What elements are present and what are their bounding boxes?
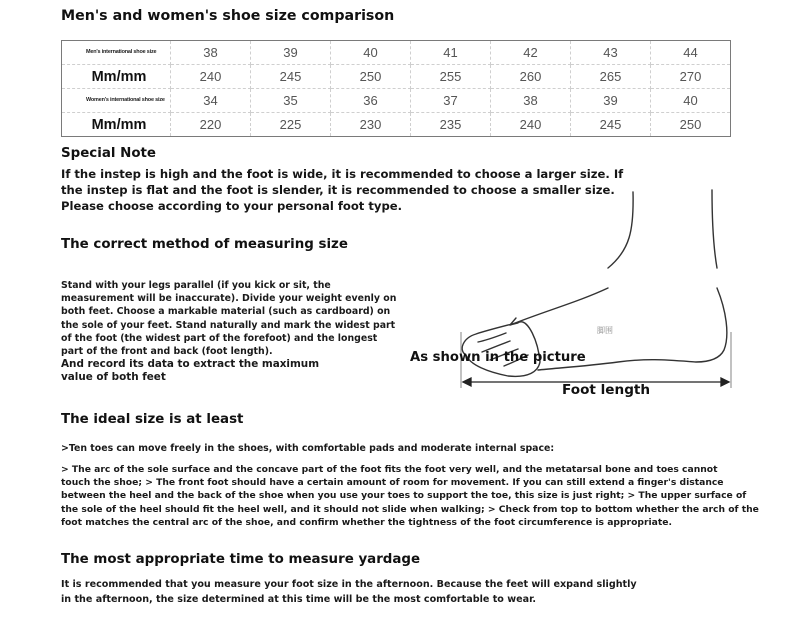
size-cell: 265 <box>571 65 651 89</box>
size-cell: 225 <box>251 113 331 137</box>
size-row-label-cell <box>62 89 171 113</box>
measuring-line: of the foot (the widest part of the forefoot) and the longest <box>61 332 378 344</box>
size-cell: 39 <box>571 89 651 113</box>
size-cell: 39 <box>251 41 331 65</box>
size-cell: 43 <box>571 41 651 65</box>
ideal-size-line: the sole of the heel should fit the heel well, and it should not slide when walking; > Check from top to bottom whether the arch of the <box>61 503 759 515</box>
special-note-line: Please choose according to your personal foot type. <box>61 199 403 213</box>
size-row-label: Men's international shoe size <box>86 49 157 55</box>
size-cell: 250 <box>331 65 411 89</box>
size-row-label-cell <box>62 65 171 89</box>
leg-front-line <box>608 192 633 268</box>
size-cell: 230 <box>331 113 411 137</box>
size-cell: 38 <box>491 89 571 113</box>
best-time-heading: The most appropriate time to measure yardage <box>61 552 421 567</box>
instep-line <box>510 288 608 325</box>
size-cell: 38 <box>171 41 251 65</box>
size-row-label: Mm/mm <box>91 116 147 133</box>
best-time-line: in the afternoon, the size determined at this time will be the most comfortable to wear. <box>61 594 537 605</box>
special-note-heading: Special Note <box>61 146 157 161</box>
measuring-line: the sole of your feet. Stand naturally and mark the widest part <box>61 319 396 331</box>
best-time-line: It is recommended that you measure your foot size in the afternoon. Because the feet will expand slightly <box>61 579 637 590</box>
foot-length-label: Foot length <box>562 382 651 398</box>
measuring-text <box>61 279 406 385</box>
size-cell: 35 <box>251 89 331 113</box>
foot-circumference-label: 脚围 <box>597 326 613 335</box>
measuring-line: Stand with your legs parallel (if you kick or sit, the <box>61 280 331 291</box>
measuring-line: measurement will be inaccurate). Divide your weight evenly on <box>61 293 397 305</box>
as-shown-label: As shown in the picture <box>410 350 586 365</box>
size-row-label: Mm/mm <box>91 68 147 85</box>
size-cell: 41 <box>411 41 491 65</box>
ideal-size-line: foot matches the central arc of the shoe, and confirm whether the tightness of the foot circumference is appropriate. <box>61 516 672 528</box>
size-cell: 40 <box>331 41 411 65</box>
size-cell: 235 <box>411 113 491 137</box>
size-table-row <box>62 113 731 137</box>
size-table-row <box>62 89 731 113</box>
ideal-size-intro: >Ten toes can move freely in the shoes, with comfortable pads and moderate internal space: <box>61 443 555 454</box>
best-time-text <box>61 577 637 607</box>
ideal-size-heading: The ideal size is at least <box>61 412 244 427</box>
measuring-emphasis-line: And record its data to extract the maximum <box>61 358 320 371</box>
arrow-left-head <box>463 378 471 386</box>
size-table-row <box>62 65 731 89</box>
size-cell: 36 <box>331 89 411 113</box>
size-table-row <box>62 41 731 65</box>
special-note-line: the instep is flat and the foot is slender, it is recommended to choose a smaller size. <box>61 183 615 197</box>
size-cell: 260 <box>491 65 571 89</box>
size-cell: 270 <box>651 65 731 89</box>
foot-illustration <box>458 180 798 400</box>
size-cell: 220 <box>171 113 251 137</box>
ideal-size-text <box>61 463 796 529</box>
size-row-label-cell <box>62 113 171 137</box>
size-row-label: Women's international shoe size <box>86 97 165 103</box>
measuring-emphasis-line: value of both feet <box>61 371 166 384</box>
size-cell: 240 <box>491 113 571 137</box>
arrow-right-head <box>721 378 729 386</box>
size-row-label-cell <box>62 41 171 65</box>
special-note-line: If the instep is high and the foot is wide, it is recommended to choose a larger size. If <box>61 167 624 181</box>
size-cell: 34 <box>171 89 251 113</box>
page-title: Men's and women's shoe size comparison <box>61 8 395 24</box>
ideal-size-line: touch the shoe; > The front foot should have a certain amount of room for movement. If you can still extend a finger's distance <box>61 477 724 489</box>
size-comparison-table <box>61 40 731 137</box>
measuring-line: both feet. Choose a markable material (such as cardboard) on <box>61 306 391 318</box>
size-cell: 240 <box>171 65 251 89</box>
leg-back-line <box>712 190 717 268</box>
size-cell: 255 <box>411 65 491 89</box>
size-cell: 37 <box>411 89 491 113</box>
measuring-line: part of the front and back (foot length). <box>61 346 273 358</box>
size-cell: 245 <box>571 113 651 137</box>
size-cell: 42 <box>491 41 571 65</box>
size-cell: 250 <box>679 117 702 132</box>
ideal-size-line: between the heel and the back of the shoe when you use your toes to support the toe, this size is just right; > The upper surface of <box>61 490 747 502</box>
measuring-heading: The correct method of measuring size <box>61 237 348 252</box>
size-cell: 40 <box>651 89 731 113</box>
ideal-size-line: > The arc of the sole surface and the concave part of the foot fits the foot very well, and the metatarsal bone and toes cannot <box>61 464 718 475</box>
size-cell: 245 <box>251 65 331 89</box>
size-cell: 44 <box>651 41 731 65</box>
